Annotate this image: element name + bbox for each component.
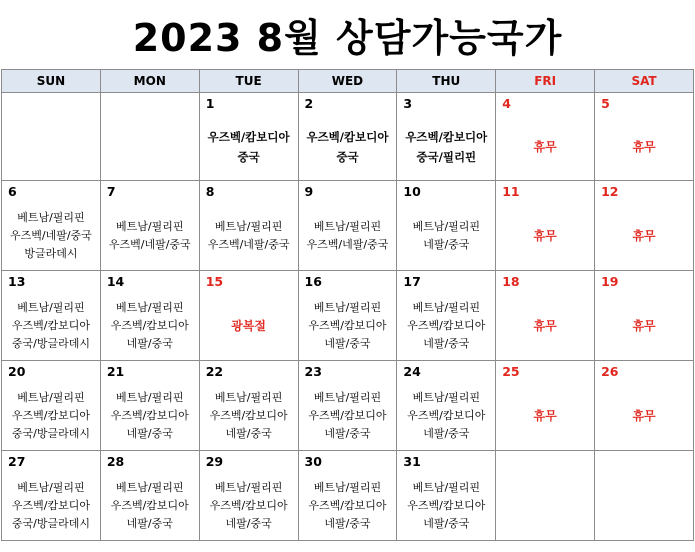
day-cell [2, 201, 101, 271]
date-number [100, 93, 199, 114]
date-number: 22 [199, 361, 298, 382]
weekday-header: WED [298, 70, 397, 93]
country-line: 베트남/필리핀 [116, 390, 184, 404]
day-cell [496, 291, 595, 361]
country-line: 베트남/필리핀 [17, 300, 85, 314]
content-row [2, 471, 694, 541]
country-line: 네팔/중국 [324, 516, 371, 530]
day-cell [496, 471, 595, 541]
date-number: 19 [595, 271, 694, 292]
country-line: 네팔/중국 [423, 336, 470, 350]
country-line: 네팔/중국 [324, 426, 371, 440]
country-line: 중국/방글라데시 [11, 516, 90, 530]
country-line: 베트남/필리핀 [313, 390, 382, 404]
day-cell [595, 113, 694, 181]
holiday-label: 광복절 [231, 318, 266, 333]
country-line: 방글라데시 [24, 246, 78, 260]
content-row [2, 291, 694, 361]
date-number [496, 451, 595, 472]
date-number: 26 [595, 361, 694, 382]
content-row [2, 381, 694, 451]
country-line: 베트남/필리핀 [412, 219, 481, 233]
country-line: 베트남/필리핀 [313, 219, 382, 233]
date-number: 10 [397, 181, 496, 202]
date-number: 2 [298, 93, 397, 114]
weekday-header: THU [397, 70, 496, 93]
day-cell [199, 113, 298, 181]
country-line: 우즈벡/캄보디아 [407, 318, 486, 332]
day-cell [2, 381, 101, 451]
date-row [2, 361, 694, 382]
calendar-body [2, 93, 694, 541]
day-cell [397, 471, 496, 541]
country-line: 우즈벡/네팔/중국 [10, 228, 92, 242]
country-line: 우즈벡/캄보디아 [110, 498, 189, 512]
country-line: 중국 [336, 149, 359, 164]
day-cell [397, 381, 496, 451]
country-line: 우즈벡/캄보디아 [306, 129, 389, 144]
holiday-label: 휴무 [632, 408, 656, 423]
country-line: 베트남/필리핀 [313, 480, 382, 494]
country-line: 우즈벡/캄보디아 [308, 318, 387, 332]
country-line: 우즈벡/캄보디아 [207, 129, 290, 144]
holiday-label: 휴무 [632, 139, 656, 154]
date-number: 15 [199, 271, 298, 292]
holiday-label: 휴무 [533, 139, 557, 154]
date-number: 9 [298, 181, 397, 202]
country-line: 네팔/중국 [423, 426, 470, 440]
day-cell [397, 113, 496, 181]
country-line: 중국 [237, 149, 260, 164]
country-line: 베트남/필리핀 [214, 390, 283, 404]
date-number: 25 [496, 361, 595, 382]
holiday-label: 휴무 [533, 228, 557, 243]
day-cell [2, 113, 101, 181]
weekday-header: MON [100, 70, 199, 93]
country-line: 우즈벡/네팔/중국 [306, 237, 389, 251]
weekday-header: SUN [2, 70, 101, 93]
country-line: 베트남/필리핀 [412, 300, 481, 314]
date-number: 27 [2, 451, 101, 472]
country-line: 우즈벡/캄보디아 [308, 408, 387, 422]
date-number: 29 [199, 451, 298, 472]
country-line: 네팔/중국 [423, 237, 470, 251]
holiday-label: 휴무 [632, 318, 656, 333]
weekday-header-row [2, 70, 694, 93]
date-number: 7 [100, 181, 199, 202]
date-row [2, 451, 694, 472]
date-number: 1 [199, 93, 298, 114]
country-line: 우즈벡/캄보디아 [11, 318, 90, 332]
country-line: 네팔/중국 [126, 516, 173, 530]
date-number: 13 [2, 271, 101, 292]
day-cell [100, 471, 199, 541]
country-line: 우즈벡/캄보디아 [110, 318, 189, 332]
country-line: 베트남/필리핀 [116, 300, 184, 314]
date-number: 17 [397, 271, 496, 292]
day-cell [595, 291, 694, 361]
day-cell [100, 113, 199, 181]
day-cell [100, 291, 199, 361]
calendar-table [1, 69, 694, 541]
country-line: 우즈벡/캄보디아 [11, 408, 90, 422]
holiday-label: 휴무 [533, 318, 557, 333]
content-row [2, 113, 694, 181]
day-cell [595, 471, 694, 541]
country-line: 우즈벡/캄보디아 [209, 408, 288, 422]
date-number: 21 [100, 361, 199, 382]
country-line: 네팔/중국 [126, 336, 173, 350]
date-number: 30 [298, 451, 397, 472]
day-cell [298, 291, 397, 361]
country-line: 우즈벡/네팔/중국 [108, 237, 191, 251]
weekday-header: TUE [199, 70, 298, 93]
day-cell [496, 201, 595, 271]
day-cell [595, 201, 694, 271]
holiday-label: 휴무 [533, 408, 557, 423]
content-row [2, 201, 694, 271]
day-cell [100, 201, 199, 271]
country-line: 베트남/필리핀 [412, 480, 481, 494]
country-line: 베트남/필리핀 [17, 210, 85, 224]
day-cell [100, 381, 199, 451]
date-number: 14 [100, 271, 199, 292]
date-number [595, 451, 694, 472]
country-line: 네팔/중국 [225, 516, 272, 530]
day-cell [397, 201, 496, 271]
day-cell [595, 381, 694, 451]
country-line: 베트남/필리핀 [116, 480, 184, 494]
country-line: 우즈벡/캄보디아 [110, 408, 189, 422]
country-line: 베트남/필리핀 [214, 480, 283, 494]
date-number: 31 [397, 451, 496, 472]
date-number: 8 [199, 181, 298, 202]
day-cell [199, 471, 298, 541]
day-cell [298, 113, 397, 181]
date-number: 18 [496, 271, 595, 292]
day-cell [496, 381, 595, 451]
country-line: 우즈벡/캄보디아 [407, 498, 486, 512]
holiday-label: 휴무 [632, 228, 656, 243]
date-row [2, 181, 694, 202]
country-line: 베트남/필리핀 [17, 390, 85, 404]
country-line: 베트남/필리핀 [214, 219, 283, 233]
country-line: 중국/방글라데시 [11, 336, 90, 350]
date-number [2, 93, 101, 114]
country-line: 네팔/중국 [225, 426, 272, 440]
day-cell [298, 381, 397, 451]
country-line: 베트남/필리핀 [412, 390, 481, 404]
date-number: 6 [2, 181, 101, 202]
day-cell [298, 471, 397, 541]
country-line: 네팔/중국 [324, 336, 371, 350]
day-cell [397, 291, 496, 361]
country-line: 네팔/중국 [423, 516, 470, 530]
day-cell [2, 291, 101, 361]
country-line: 우즈벡/네팔/중국 [207, 237, 290, 251]
country-line: 우즈벡/캄보디아 [209, 498, 288, 512]
country-line: 우즈벡/캄보디아 [308, 498, 387, 512]
page-title: 2023 8월 상담가능국가 [132, 16, 563, 60]
country-line: 우즈벡/캄보디아 [407, 408, 486, 422]
weekday-header: SAT [595, 70, 694, 93]
date-number: 23 [298, 361, 397, 382]
country-line: 베트남/필리핀 [313, 300, 382, 314]
country-line: 중국/필리핀 [416, 149, 477, 164]
country-line: 네팔/중국 [126, 426, 173, 440]
date-number: 28 [100, 451, 199, 472]
date-number: 20 [2, 361, 101, 382]
date-number: 5 [595, 93, 694, 114]
date-number: 4 [496, 93, 595, 114]
date-row [2, 271, 694, 292]
country-line: 우즈벡/캄보디아 [405, 129, 488, 144]
day-cell [199, 381, 298, 451]
country-line: 베트남/필리핀 [17, 480, 85, 494]
day-cell [496, 113, 595, 181]
country-line: 베트남/필리핀 [116, 219, 184, 233]
day-cell [199, 291, 298, 361]
date-number: 16 [298, 271, 397, 292]
date-row [2, 93, 694, 114]
date-number: 11 [496, 181, 595, 202]
day-cell [298, 201, 397, 271]
country-line: 우즈벡/캄보디아 [11, 498, 90, 512]
weekday-header: FRI [496, 70, 595, 93]
day-cell [2, 471, 101, 541]
country-line: 중국/방글라데시 [11, 426, 90, 440]
date-number: 24 [397, 361, 496, 382]
date-number: 3 [397, 93, 496, 114]
day-cell [199, 201, 298, 271]
date-number: 12 [595, 181, 694, 202]
